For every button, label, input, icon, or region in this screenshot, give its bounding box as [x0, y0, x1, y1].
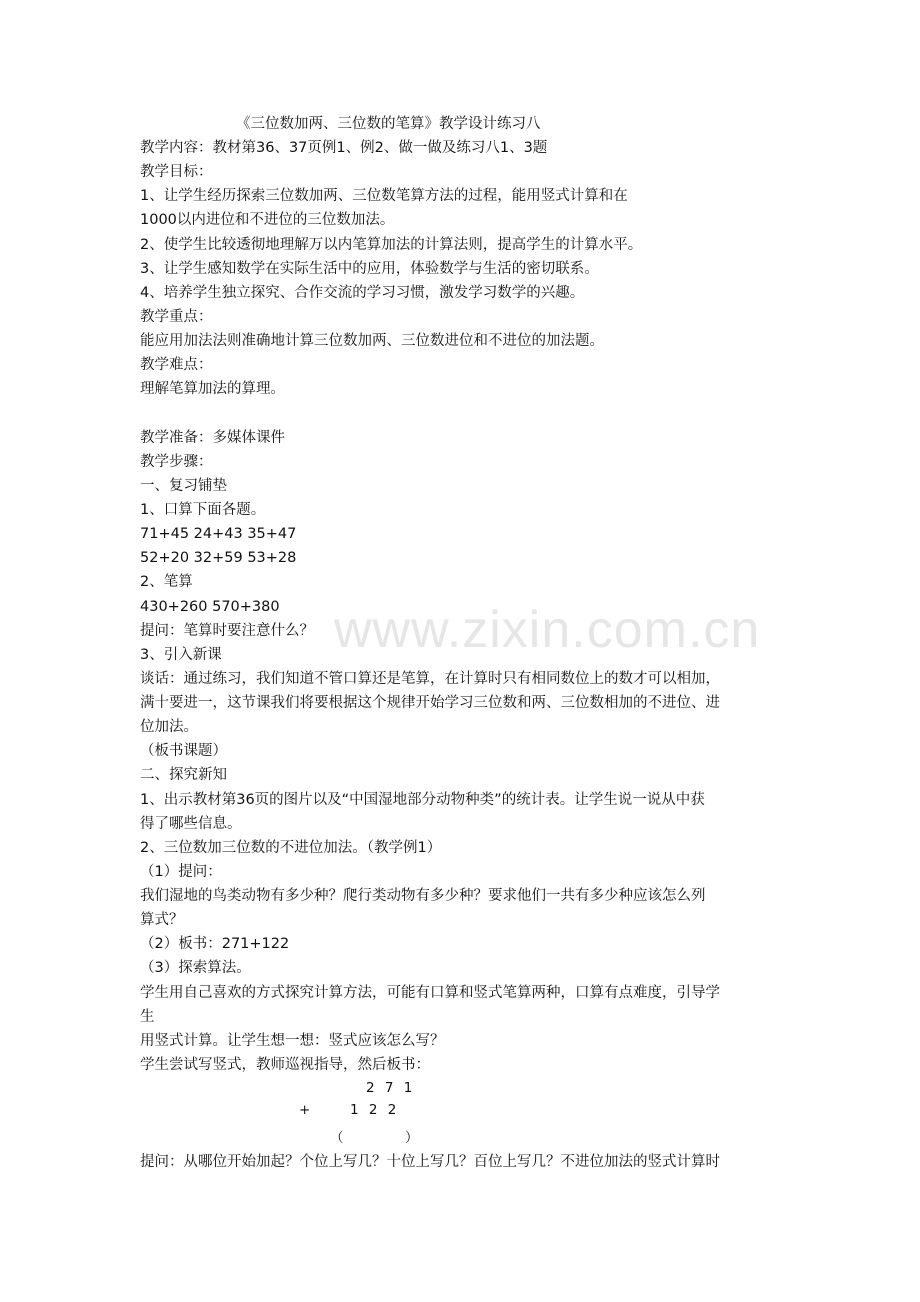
text-line: 能应用加法法则准确地计算三位数加两、三位数进位和不进位的加法题。: [140, 333, 604, 349]
vertical-addend-bottom: 1 2 2: [350, 1102, 400, 1118]
document-title: 《三位数加两、三位数的笔算》教学设计练习八: [236, 116, 541, 132]
text-line: 教学步骤：: [140, 454, 213, 470]
text-line: 算式？: [140, 912, 184, 928]
result-paren-open: （: [330, 1130, 347, 1146]
text-line: 52+20 32+59 53+28: [140, 550, 297, 566]
vertical-addend-top: 2 7 1: [366, 1080, 416, 1096]
text-line: 提问：从哪位开始加起？个位上写几？十位上写几？百位上写几？不进位加法的竖式计算时: [140, 1154, 720, 1170]
text-line: （2）板书：271+122: [140, 936, 290, 952]
text-line: 理解笔算加法的算理。: [140, 381, 285, 397]
text-line: 生: [140, 1009, 155, 1025]
text-line: 3、让学生感知数学在实际生活中的应用，体验数学与生活的密切联系。: [140, 261, 599, 277]
text-line: 430+260 570+380: [140, 599, 280, 615]
text-line: 二、探究新知: [140, 767, 227, 783]
watermark: www.zixin.com.cn: [334, 601, 761, 659]
text-line: 1、口算下面各题。: [140, 502, 266, 518]
text-line: 71+45 24+43 35+47: [140, 526, 297, 542]
text-line: 我们湿地的鸟类动物有多少种？爬行类动物有多少种？要求他们一共有多少种应该怎么列: [140, 888, 706, 904]
plus-sign: +: [299, 1102, 314, 1118]
text-line: 1、让学生经历探索三位数加两、三位数笔算方法的过程，能用竖式计算和在: [140, 188, 628, 204]
text-line: 4、培养学生独立探究、合作交流的学习习惯，激发学习数学的兴趣。: [140, 285, 585, 301]
text-line: 学生尝试写竖式，教师巡视指导，然后板书：: [140, 1057, 430, 1073]
result-paren-close: ）: [405, 1130, 422, 1146]
text-line: 2、使学生比较透彻地理解万以内笔算加法的计算法则，提高学生的计算水平。: [140, 237, 643, 253]
text-line: 教学重点：: [140, 309, 213, 325]
text-line: 教学目标：: [140, 164, 213, 180]
text-line: （板书课题）: [140, 743, 227, 759]
text-line: 3、引入新课: [140, 647, 222, 663]
text-line: （1）提问：: [140, 864, 222, 880]
text-line: 用竖式计算。让学生想一想：竖式应该怎么写？: [140, 1033, 445, 1049]
text-line: 2、三位数加三位数的不进位加法。（教学例1）: [140, 840, 442, 856]
text-line: 2、笔算: [140, 574, 193, 590]
text-line: 位加法。: [140, 719, 198, 735]
text-line: （3）探索算法。: [140, 960, 251, 976]
text-line: 1、出示教材第36页的图片以及“中国湿地部分动物种类”的统计表。让学生说一说从中获: [140, 792, 705, 808]
text-line: 教学准备：多媒体课件: [140, 430, 285, 446]
text-line: 谈话：通过练习，我们知道不管口算还是笔算，在计算时只有相同数位上的数才可以相加，: [140, 671, 720, 687]
text-line: 一、复习铺垫: [140, 478, 227, 494]
text-line: 学生用自己喜欢的方式探究计算方法，可能有口算和竖式笔算两种，口算有点难度，引导学: [140, 985, 720, 1001]
text-line: 满十要进一，这节课我们将要根据这个规律开始学习三位数和两、三位数相加的不进位、进: [140, 695, 720, 711]
text-line: 1000以内进位和不进位的三位数加法。: [140, 212, 395, 228]
text-line: 提问：笔算时要注意什么？: [140, 623, 314, 639]
text-line: 得了哪些信息。: [140, 816, 242, 832]
text-line: 教学难点：: [140, 357, 213, 373]
text-line: 教学内容：教材第36、37页例1、例2、做一做及练习八1、3题: [140, 140, 548, 156]
